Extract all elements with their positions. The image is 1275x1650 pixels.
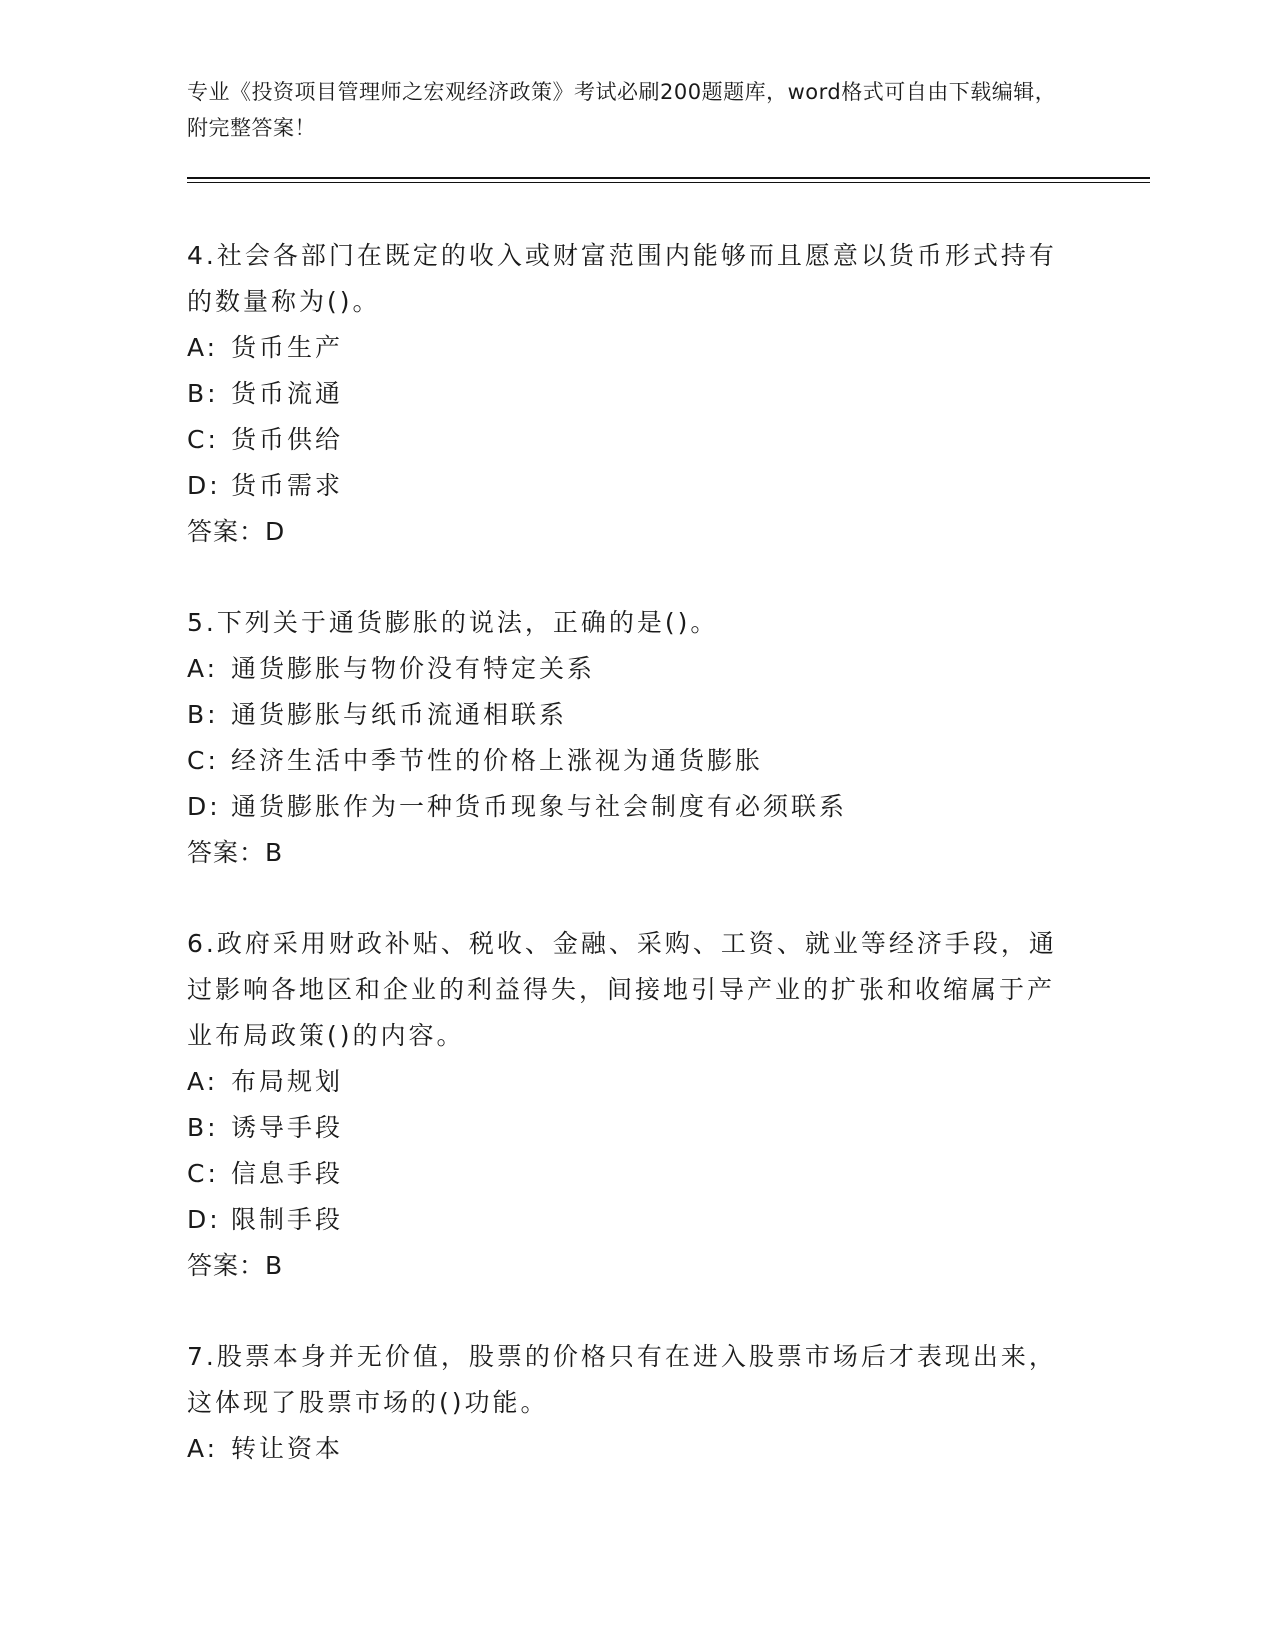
answer-line: 答案：D [187,517,286,546]
option-text: 通货膨胀与物价没有特定关系 [231,654,596,683]
option-d [187,1197,1067,1243]
option-a [187,325,1067,371]
question-list [187,233,1067,1517]
option-text: 货币供给 [231,425,344,454]
header-divider-thick [187,177,1150,179]
option-letter: A: [187,1434,219,1463]
option-b [187,1105,1067,1151]
option-letter: C: [187,1159,219,1188]
option-a [187,1426,1067,1472]
header-divider-thin [187,182,1150,183]
option-text: 布局规划 [231,1067,344,1096]
option-a [187,1059,1067,1105]
question-stem: 6.政府采用财政补贴、税收、金融、采购、工资、就业等经济手段，通过影响各地区和企业的利益得失，间接地引导产业的扩张和收缩属于产业布局政策()的内容。 [187,929,1057,1050]
option-d [187,463,1067,509]
option-text: 通货膨胀与纸币流通相联系 [231,700,568,729]
option-b [187,371,1067,417]
option-letter: A: [187,1067,219,1096]
option-letter: D: [187,1205,221,1234]
option-text: 经济生活中季节性的价格上涨视为通货膨胀 [231,746,764,775]
option-a [187,646,1067,692]
question-4 [187,233,1067,555]
question-stem: 7.股票本身并无价值，股票的价格只有在进入股票市场后才表现出来，这体现了股票市场的()功能。 [187,1342,1057,1417]
option-c [187,1151,1067,1197]
option-letter: C: [187,746,219,775]
option-letter: B: [187,379,219,408]
question-7 [187,1334,1067,1472]
option-c [187,738,1067,784]
question-stem: 4.社会各部门在既定的收入或财富范围内能够而且愿意以货币形式持有的数量称为()。 [187,241,1057,316]
option-letter: A: [187,654,219,683]
option-text: 诱导手段 [231,1113,344,1142]
option-text: 限制手段 [231,1205,344,1234]
option-text: 通货膨胀作为一种货币现象与社会制度有必须联系 [231,792,848,821]
option-letter: D: [187,471,221,500]
option-text: 信息手段 [231,1159,344,1188]
question-5 [187,600,1067,876]
option-d [187,784,1067,830]
option-letter: B: [187,1113,219,1142]
option-b [187,692,1067,738]
document-header: 专业《投资项目管理师之宏观经济政策》考试必刷200题题库，word格式可自由下载编辑，附完整答案！ [187,80,1057,140]
option-letter: A: [187,333,219,362]
option-c [187,417,1067,463]
option-text: 货币生产 [231,333,344,362]
option-letter: C: [187,425,219,454]
answer-line: 答案：B [187,1251,284,1280]
question-6 [187,921,1067,1289]
option-text: 转让资本 [231,1434,344,1463]
option-text: 货币流通 [231,379,344,408]
option-letter: D: [187,792,221,821]
question-stem: 5.下列关于通货膨胀的说法，正确的是()。 [187,608,719,637]
answer-line: 答案：B [187,838,284,867]
option-letter: B: [187,700,219,729]
option-text: 货币需求 [231,471,344,500]
